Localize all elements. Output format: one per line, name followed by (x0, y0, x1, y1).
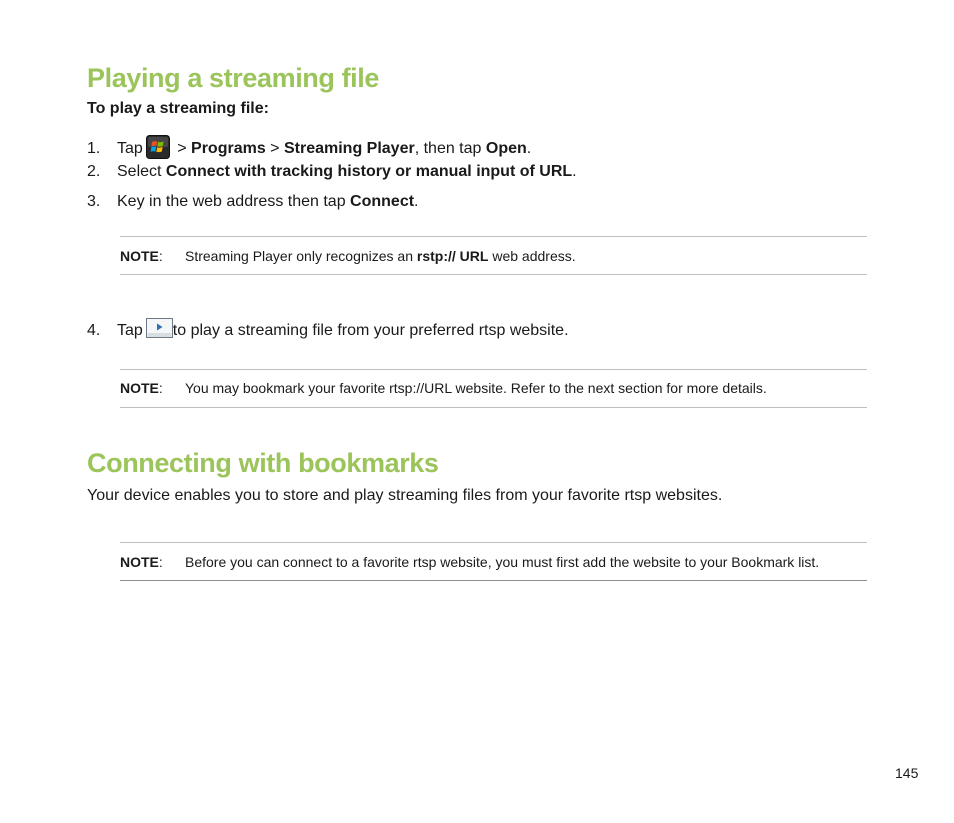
note-2 (120, 381, 767, 395)
step-number: 4. (87, 322, 101, 339)
option-connect-tracking: Connect with tracking history or manual input of URL (165, 163, 573, 180)
step-number: 1. (87, 140, 101, 157)
step-3 (87, 194, 419, 210)
step-number: 2. (87, 163, 101, 180)
step-text: Key in the web address then tap (117, 193, 351, 210)
menu-open: Open (485, 140, 527, 157)
step-text: . (526, 140, 532, 157)
step-text: to play a streaming file from your preferred rtsp website. (172, 322, 569, 339)
note-3 (120, 555, 819, 569)
step-text: . (572, 163, 577, 180)
note-label: NOTE (120, 380, 159, 396)
note-text: Before you can connect to a favorite rtsp website, you must first add the website to your Bookmark list. (185, 554, 820, 570)
note-text: You may bookmark your favorite rtsp://URL website. Refer to the next section for more details. (185, 380, 767, 396)
button-connect-label: Connect (350, 193, 415, 210)
note-rule-bottom (120, 580, 867, 581)
note-1 (120, 249, 576, 263)
step-text: . (414, 193, 419, 210)
step-text: Tap (117, 140, 143, 157)
step-text: > (172, 140, 192, 157)
note-rule-bottom (120, 407, 867, 408)
section-heading-bookmarks: Connecting with bookmarks (87, 448, 439, 478)
step-1 (87, 135, 531, 159)
note-text: Streaming Player only recognizes an (185, 248, 417, 264)
note-label: NOTE (120, 554, 159, 570)
note-colon: : (158, 554, 163, 570)
note-rule-top (120, 236, 867, 237)
menu-programs: Programs (191, 140, 266, 157)
note-rule-top (120, 369, 867, 370)
play-icon (146, 318, 170, 336)
subheading-to-play: To play a streaming file: (87, 100, 269, 117)
step-text: , then tap (414, 140, 486, 157)
note-colon: : (158, 248, 163, 264)
step-2 (87, 164, 577, 180)
menu-streaming-player: Streaming Player (283, 140, 415, 157)
note-rule-bottom (120, 274, 867, 275)
note-rule-top (120, 542, 867, 543)
step-text: Select (117, 163, 166, 180)
note-url-format: rstp:// URL (416, 248, 489, 264)
intro-paragraph: Your device enables you to store and play streaming files from your favorite rtsp websites. (87, 487, 723, 504)
step-text: > (265, 140, 284, 157)
step-number: 3. (87, 193, 101, 210)
step-4 (87, 318, 569, 339)
windows-start-icon (146, 135, 170, 159)
section-heading-playing: Playing a streaming file (87, 63, 380, 93)
note-text-after: web address. (488, 248, 576, 264)
note-colon: : (158, 380, 163, 396)
page-number: 145 (895, 765, 919, 781)
note-label: NOTE (120, 248, 159, 264)
step-text: Tap (117, 322, 143, 339)
